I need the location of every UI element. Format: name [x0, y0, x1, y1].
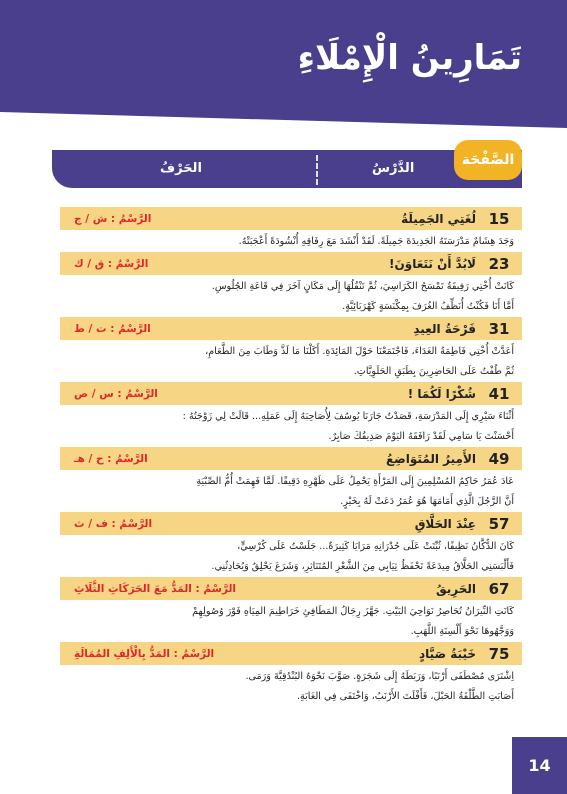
lesson-bar: [60, 642, 522, 665]
table-header-bar: [52, 150, 522, 188]
lesson-text: [60, 405, 522, 447]
lesson-item: [60, 447, 522, 512]
lesson-line: أَعَدَّتْ أُخْتِي فَاطِمَةُ الغَدَاءَ، فَاجْتَمَعْنَا حَوْلَ المَائِدَةِ. أَكَلْنَا مَا لَذَّ وَطَابَ مِنَ الطَّعَامِ،: [205, 346, 514, 357]
lesson-title: فَرْحَةُ العِيدِ: [413, 321, 476, 336]
lesson-bar: [60, 577, 522, 600]
lesson-line: وَوَجَّهُوهَا نَحْوَ أَلْسِنَةِ اللَّهَبِ.: [410, 626, 514, 637]
column-divider: [316, 155, 318, 185]
lesson-title: لُغَتِي الجَمِيلَةُ: [401, 211, 476, 226]
lesson-bar: [60, 382, 522, 405]
column-header-letter: الحَرْفُ: [160, 161, 202, 176]
lesson-title: الحَرِيقُ: [435, 581, 476, 596]
lesson-rule: الرَّسْمُ : ت / ط: [74, 322, 151, 335]
page-title: تَمَارِينُ الْإِمْلَاءِ: [297, 38, 522, 78]
lesson-title: لَابُدَّ أَنْ نَتَعَاوَنَ!: [389, 256, 476, 271]
lesson-page-number: 15: [488, 209, 510, 228]
lesson-rule: الرَّسْمُ : ح / هـ: [74, 452, 148, 465]
lesson-page-number: 67: [488, 579, 510, 598]
lesson-item: [60, 317, 522, 382]
lesson-text: [60, 665, 522, 707]
column-header-lesson: الدَّرْسُ: [372, 161, 415, 176]
lesson-text: [60, 340, 522, 382]
lesson-item: [60, 252, 522, 317]
lesson-line: أَمَّا أَنَا فَكُنْتُ أُنَظِّفُ الغُرَفَ بِمِكْنَسَةٍ كَهْرَبَائِيَّةٍ.: [342, 301, 514, 312]
lesson-page-number: 57: [488, 514, 510, 533]
lesson-text: [60, 535, 522, 577]
lesson-rule: الرَّسْمُ : ش / ج: [74, 212, 152, 225]
lesson-title: شُكْرًا لَكُمَا !: [407, 386, 476, 401]
lesson-page-number: 75: [488, 644, 510, 663]
lesson-title: الأَمِيرُ المُتَوَاضِعُ: [385, 451, 476, 466]
lesson-rule: الرَّسْمُ : المَدُّ مَعَ الحَرَكَاتِ الثَّلَاثِ: [74, 582, 237, 595]
lesson-rule: الرَّسْمُ : س / ص: [74, 387, 158, 400]
lesson-item: [60, 512, 522, 577]
lesson-rule: الرَّسْمُ : ق / ك: [74, 257, 149, 270]
lesson-line: اِشْتَرَى مُصْطَفَى أَرْنَبًا، وَرَبَطَهُ إِلَى شَجَرَةٍ. صَوَّبَ نَحْوَهُ البُنْدُقِيَّةَ وَرَمَى.: [245, 671, 514, 682]
lesson-item: [60, 382, 522, 447]
lesson-line: كَانَ الدُّكَّانُ نَظِيفًا، ثُبِّتَتْ عَلَى جُدْرَانِهِ مَرَايَا كَثِيرَةٌ... جَلَسْتُ عَلَى كُرْسِيٍّ،: [237, 541, 514, 552]
lesson-line: فَأَلْبَسَنِي الحَلَّاقُ مِيدَعَةً تَحْفَظُ ثِيَابِي مِنَ الشَّعْرِ المُتَنَاثِرِ، وَشَرَعَ يَحْلِقُ وَيُحَادِثُنِي.: [211, 561, 514, 572]
lesson-rule: الرَّسْمُ : المَدُّ بِالْأَلِفِ المُمَالَةِ: [74, 647, 215, 660]
lesson-line: وَجَدَ هِشَامٌ مَدْرَسَتَهُ الجَدِيدَةَ جَمِيلَةً. لَقَدْ أَنْشَدَ مَعَ رِفَاقِهِ أُنْشُودَةً أَعْجَبَتْهُ.: [238, 236, 514, 247]
lesson-item: [60, 207, 522, 252]
lesson-page-number: 31: [488, 319, 510, 338]
lesson-line: ثُمَّ طُفْتُ عَلَى الحَاضِرِينَ بِطَبَقِ الحَلَوِيَّاتِ.: [353, 366, 514, 377]
lesson-item: [60, 577, 522, 642]
lesson-item: [60, 642, 522, 707]
lesson-title: خَيْبَةُ صَيَّادٍ: [418, 646, 476, 661]
lesson-text: [60, 470, 522, 512]
lesson-page-number: 23: [488, 254, 510, 273]
lesson-page-number: 49: [488, 449, 510, 468]
lesson-page-number: 41: [488, 384, 510, 403]
lesson-line: أَحْسَنْتَ يَا سَامِي لَقَدْ رَافَقَهُ اليَوْمَ صَدِيقُكَ صَابِرٌ.: [328, 431, 514, 442]
lesson-line: أَصَابَتِ الطَّلْقَةُ الحَبْلَ، فَأَفْلَتَ الأَرْنَبُ، وَاخْتَفَى فِي الغَابَةِ.: [296, 691, 514, 702]
lesson-line: كَانَتْ أُخْتِي رَفِيقَةُ تَمْسَحُ الكَرَاسِيَ، ثُمَّ تَنْقُلُهَا إِلَى مَكَانٍ آخَرَ فِي قَاعَةِ الجُلُوسِ.: [211, 281, 514, 292]
lesson-bar: [60, 317, 522, 340]
lesson-bar: [60, 512, 522, 535]
lesson-text: [60, 600, 522, 642]
lesson-bar: [60, 207, 522, 230]
column-header-page: الصَّفْحَة: [454, 140, 522, 180]
lesson-line: أَثْنَاءَ سَيْرِي إِلَى المَدْرَسَةِ، قَصَدْتُ جَارَنَا يُوسُفَ لِأُصَاحِبَهُ إِلَى عَمَلِهِ... قَالَتْ لِي زَوْجَتُهُ :: [182, 411, 514, 422]
lesson-text: [60, 230, 522, 252]
lesson-bar: [60, 252, 522, 275]
lesson-line: كَانَتِ النِّيرَانُ تُحَاصِرُ نَوَاحِيَ البَيْتِ. جَهَّزَ رِجَالُ المَطَافِئِ خَرَاطِيمَ المِيَاهِ فَوْرَ وُصُولِهِمْ: [192, 606, 514, 617]
page-number: 14: [512, 737, 567, 794]
lesson-list: [60, 207, 522, 707]
lesson-line: عَادَ عُمَرُ حَاكِمُ المُسْلِمِينَ إِلَى المَرْأَةِ يَحْمِلُ عَلَى ظَهْرِهِ دَقِيقًا. لَمَّا فَهِمَتْ أُمُّ الصِّبْيَةِ: [196, 476, 514, 487]
lesson-line: أَنَّ الرَّجُلَ الَّذِي أَمَامَهَا هُوَ عُمَرُ دَعَتْ لَهُ بِخَيْرٍ.: [340, 496, 514, 507]
lesson-title: عِنْدَ الحَلَّاقِ: [414, 516, 476, 531]
lesson-rule: الرَّسْمُ : ف / ث: [74, 517, 153, 530]
lesson-text: [60, 275, 522, 317]
lesson-bar: [60, 447, 522, 470]
